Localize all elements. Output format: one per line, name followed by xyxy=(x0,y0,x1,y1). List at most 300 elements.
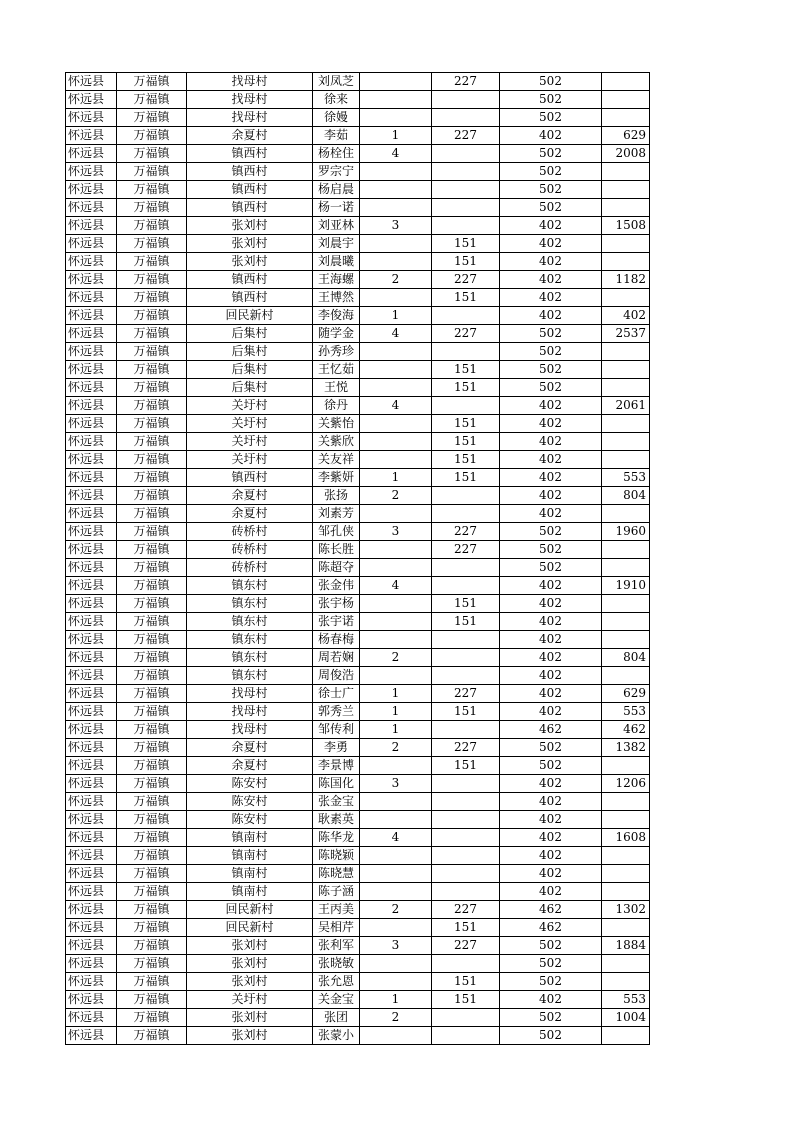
table-row xyxy=(66,145,650,163)
amount-cell xyxy=(432,955,500,973)
county-cell: 怀远县 xyxy=(66,757,117,775)
village-cell: 关圩村 xyxy=(187,451,313,469)
name-cell: 关紫欣 xyxy=(313,433,360,451)
base-cell: 402 xyxy=(500,811,602,829)
county-cell: 怀远县 xyxy=(66,253,117,271)
county-cell: 怀远县 xyxy=(66,397,117,415)
base-cell: 402 xyxy=(500,127,602,145)
base-cell: 402 xyxy=(500,451,602,469)
amount-cell xyxy=(432,1009,500,1027)
town-cell: 万福镇 xyxy=(117,451,187,469)
town-cell: 万福镇 xyxy=(117,307,187,325)
base-cell: 402 xyxy=(500,433,602,451)
count-cell: 4 xyxy=(360,325,432,343)
name-cell: 杨启晨 xyxy=(313,181,360,199)
base-cell: 402 xyxy=(500,829,602,847)
count-cell xyxy=(360,73,432,91)
amount-cell: 227 xyxy=(432,685,500,703)
count-cell xyxy=(360,865,432,883)
base-cell: 502 xyxy=(500,163,602,181)
village-cell: 镇南村 xyxy=(187,829,313,847)
table-row xyxy=(66,91,650,109)
total-cell: 1206 xyxy=(602,775,650,793)
village-cell: 回民新村 xyxy=(187,901,313,919)
town-cell: 万福镇 xyxy=(117,433,187,451)
total-cell: 1182 xyxy=(602,271,650,289)
name-cell: 关紫怡 xyxy=(313,415,360,433)
amount-cell: 227 xyxy=(432,73,500,91)
town-cell: 万福镇 xyxy=(117,883,187,901)
amount-cell xyxy=(432,217,500,235)
count-cell xyxy=(360,847,432,865)
village-cell: 余夏村 xyxy=(187,127,313,145)
town-cell: 万福镇 xyxy=(117,235,187,253)
name-cell: 王悦 xyxy=(313,379,360,397)
name-cell: 刘凤芝 xyxy=(313,73,360,91)
amount-cell: 151 xyxy=(432,415,500,433)
village-cell: 找母村 xyxy=(187,73,313,91)
village-cell: 镇西村 xyxy=(187,469,313,487)
total-cell: 1004 xyxy=(602,1009,650,1027)
total-cell xyxy=(602,379,650,397)
town-cell: 万福镇 xyxy=(117,199,187,217)
table-row xyxy=(66,433,650,451)
amount-cell: 151 xyxy=(432,919,500,937)
total-cell xyxy=(602,451,650,469)
county-cell: 怀远县 xyxy=(66,541,117,559)
total-cell xyxy=(602,955,650,973)
base-cell: 402 xyxy=(500,577,602,595)
village-cell: 回民新村 xyxy=(187,919,313,937)
village-cell: 后集村 xyxy=(187,325,313,343)
count-cell: 4 xyxy=(360,397,432,415)
village-cell: 张刘村 xyxy=(187,937,313,955)
base-cell: 502 xyxy=(500,739,602,757)
table-row xyxy=(66,757,650,775)
name-cell: 郭秀兰 xyxy=(313,703,360,721)
total-cell xyxy=(602,973,650,991)
base-cell: 502 xyxy=(500,325,602,343)
table-row xyxy=(66,901,650,919)
total-cell xyxy=(602,289,650,307)
base-cell: 462 xyxy=(500,721,602,739)
table-row xyxy=(66,847,650,865)
name-cell: 刘晨宇 xyxy=(313,235,360,253)
village-cell: 张刘村 xyxy=(187,1009,313,1027)
table-row xyxy=(66,559,650,577)
village-cell: 找母村 xyxy=(187,109,313,127)
name-cell: 王博然 xyxy=(313,289,360,307)
town-cell: 万福镇 xyxy=(117,541,187,559)
base-cell: 402 xyxy=(500,487,602,505)
count-cell xyxy=(360,595,432,613)
village-cell: 找母村 xyxy=(187,703,313,721)
count-cell: 2 xyxy=(360,271,432,289)
village-cell: 镇东村 xyxy=(187,667,313,685)
total-cell xyxy=(602,505,650,523)
table-row xyxy=(66,253,650,271)
base-cell: 502 xyxy=(500,109,602,127)
count-cell xyxy=(360,379,432,397)
village-cell: 镇西村 xyxy=(187,289,313,307)
town-cell: 万福镇 xyxy=(117,217,187,235)
total-cell xyxy=(602,793,650,811)
total-cell xyxy=(602,613,650,631)
amount-cell: 227 xyxy=(432,901,500,919)
amount-cell xyxy=(432,163,500,181)
count-cell xyxy=(360,163,432,181)
amount-cell xyxy=(432,397,500,415)
amount-cell: 151 xyxy=(432,595,500,613)
name-cell: 陈晓颖 xyxy=(313,847,360,865)
count-cell: 3 xyxy=(360,775,432,793)
count-cell xyxy=(360,181,432,199)
town-cell: 万福镇 xyxy=(117,253,187,271)
county-cell: 怀远县 xyxy=(66,523,117,541)
table-row xyxy=(66,163,650,181)
county-cell: 怀远县 xyxy=(66,109,117,127)
count-cell xyxy=(360,631,432,649)
amount-cell: 227 xyxy=(432,127,500,145)
county-cell: 怀远县 xyxy=(66,1009,117,1027)
table-row xyxy=(66,577,650,595)
base-cell: 402 xyxy=(500,793,602,811)
village-cell: 余夏村 xyxy=(187,739,313,757)
count-cell xyxy=(360,793,432,811)
amount-cell: 227 xyxy=(432,541,500,559)
county-cell: 怀远县 xyxy=(66,451,117,469)
name-cell: 关友祥 xyxy=(313,451,360,469)
name-cell: 杨栓住 xyxy=(313,145,360,163)
town-cell: 万福镇 xyxy=(117,415,187,433)
name-cell: 杨春梅 xyxy=(313,631,360,649)
amount-cell: 151 xyxy=(432,469,500,487)
village-cell: 镇东村 xyxy=(187,595,313,613)
village-cell: 镇南村 xyxy=(187,865,313,883)
county-cell: 怀远县 xyxy=(66,919,117,937)
base-cell: 502 xyxy=(500,523,602,541)
table-row xyxy=(66,829,650,847)
name-cell: 孙秀珍 xyxy=(313,343,360,361)
base-cell: 502 xyxy=(500,181,602,199)
total-cell: 2061 xyxy=(602,397,650,415)
table-row xyxy=(66,217,650,235)
amount-cell xyxy=(432,649,500,667)
base-cell: 462 xyxy=(500,919,602,937)
count-cell: 1 xyxy=(360,721,432,739)
count-cell xyxy=(360,883,432,901)
base-cell: 402 xyxy=(500,595,602,613)
county-cell: 怀远县 xyxy=(66,937,117,955)
name-cell: 李勇 xyxy=(313,739,360,757)
table-row xyxy=(66,325,650,343)
county-cell: 怀远县 xyxy=(66,217,117,235)
name-cell: 刘晨曦 xyxy=(313,253,360,271)
county-cell: 怀远县 xyxy=(66,991,117,1009)
amount-cell xyxy=(432,793,500,811)
count-cell: 1 xyxy=(360,127,432,145)
amount-cell xyxy=(432,865,500,883)
base-cell: 402 xyxy=(500,307,602,325)
county-cell: 怀远县 xyxy=(66,973,117,991)
table-row xyxy=(66,613,650,631)
name-cell: 张金宝 xyxy=(313,793,360,811)
name-cell: 张利军 xyxy=(313,937,360,955)
table-row xyxy=(66,937,650,955)
name-cell: 李景博 xyxy=(313,757,360,775)
town-cell: 万福镇 xyxy=(117,73,187,91)
county-cell: 怀远县 xyxy=(66,289,117,307)
total-cell: 629 xyxy=(602,127,650,145)
table-row xyxy=(66,991,650,1009)
amount-cell xyxy=(432,343,500,361)
table-row xyxy=(66,127,650,145)
town-cell: 万福镇 xyxy=(117,559,187,577)
county-cell: 怀远县 xyxy=(66,667,117,685)
base-cell: 502 xyxy=(500,361,602,379)
base-cell: 462 xyxy=(500,901,602,919)
county-cell: 怀远县 xyxy=(66,505,117,523)
county-cell: 怀远县 xyxy=(66,955,117,973)
town-cell: 万福镇 xyxy=(117,811,187,829)
town-cell: 万福镇 xyxy=(117,757,187,775)
village-cell: 陈安村 xyxy=(187,811,313,829)
amount-cell: 151 xyxy=(432,991,500,1009)
amount-cell: 227 xyxy=(432,739,500,757)
total-cell xyxy=(602,883,650,901)
town-cell: 万福镇 xyxy=(117,847,187,865)
village-cell: 镇东村 xyxy=(187,577,313,595)
town-cell: 万福镇 xyxy=(117,829,187,847)
town-cell: 万福镇 xyxy=(117,901,187,919)
table-row xyxy=(66,883,650,901)
village-cell: 关圩村 xyxy=(187,433,313,451)
count-cell xyxy=(360,505,432,523)
total-cell xyxy=(602,865,650,883)
town-cell: 万福镇 xyxy=(117,379,187,397)
name-cell: 周俊浩 xyxy=(313,667,360,685)
table-row xyxy=(66,631,650,649)
village-cell: 关圩村 xyxy=(187,397,313,415)
total-cell: 1910 xyxy=(602,577,650,595)
count-cell xyxy=(360,757,432,775)
base-cell: 402 xyxy=(500,847,602,865)
count-cell xyxy=(360,91,432,109)
amount-cell xyxy=(432,91,500,109)
village-cell: 镇西村 xyxy=(187,271,313,289)
town-cell: 万福镇 xyxy=(117,127,187,145)
table-row xyxy=(66,919,650,937)
base-cell: 502 xyxy=(500,73,602,91)
village-cell: 砖桥村 xyxy=(187,559,313,577)
table-row xyxy=(66,73,650,91)
table-row xyxy=(66,667,650,685)
village-cell: 张刘村 xyxy=(187,217,313,235)
town-cell: 万福镇 xyxy=(117,343,187,361)
town-cell: 万福镇 xyxy=(117,793,187,811)
table-row xyxy=(66,973,650,991)
town-cell: 万福镇 xyxy=(117,289,187,307)
village-cell: 关圩村 xyxy=(187,415,313,433)
name-cell: 张团 xyxy=(313,1009,360,1027)
table-row xyxy=(66,811,650,829)
village-cell: 回民新村 xyxy=(187,307,313,325)
village-cell: 余夏村 xyxy=(187,505,313,523)
name-cell: 陈国化 xyxy=(313,775,360,793)
total-cell: 553 xyxy=(602,469,650,487)
base-cell: 402 xyxy=(500,991,602,1009)
count-cell: 1 xyxy=(360,685,432,703)
county-cell: 怀远县 xyxy=(66,325,117,343)
total-cell: 402 xyxy=(602,307,650,325)
base-cell: 502 xyxy=(500,559,602,577)
county-cell: 怀远县 xyxy=(66,415,117,433)
total-cell: 462 xyxy=(602,721,650,739)
amount-cell: 227 xyxy=(432,325,500,343)
village-cell: 镇西村 xyxy=(187,199,313,217)
count-cell: 1 xyxy=(360,307,432,325)
amount-cell xyxy=(432,181,500,199)
town-cell: 万福镇 xyxy=(117,469,187,487)
count-cell: 4 xyxy=(360,829,432,847)
total-cell xyxy=(602,631,650,649)
total-cell: 553 xyxy=(602,991,650,1009)
village-cell: 镇南村 xyxy=(187,883,313,901)
total-cell xyxy=(602,847,650,865)
town-cell: 万福镇 xyxy=(117,109,187,127)
amount-cell xyxy=(432,775,500,793)
town-cell: 万福镇 xyxy=(117,361,187,379)
name-cell: 杨一诺 xyxy=(313,199,360,217)
town-cell: 万福镇 xyxy=(117,775,187,793)
town-cell: 万福镇 xyxy=(117,685,187,703)
count-cell xyxy=(360,415,432,433)
count-cell: 2 xyxy=(360,739,432,757)
count-cell xyxy=(360,343,432,361)
name-cell: 陈超夺 xyxy=(313,559,360,577)
amount-cell xyxy=(432,1027,500,1045)
table-row xyxy=(66,775,650,793)
town-cell: 万福镇 xyxy=(117,523,187,541)
amount-cell: 151 xyxy=(432,361,500,379)
table-body xyxy=(66,73,650,1045)
county-cell: 怀远县 xyxy=(66,883,117,901)
amount-cell xyxy=(432,721,500,739)
town-cell: 万福镇 xyxy=(117,163,187,181)
name-cell: 王丙美 xyxy=(313,901,360,919)
town-cell: 万福镇 xyxy=(117,649,187,667)
amount-cell xyxy=(432,109,500,127)
county-cell: 怀远县 xyxy=(66,865,117,883)
total-cell: 804 xyxy=(602,487,650,505)
amount-cell xyxy=(432,829,500,847)
amount-cell xyxy=(432,811,500,829)
town-cell: 万福镇 xyxy=(117,1009,187,1027)
town-cell: 万福镇 xyxy=(117,865,187,883)
table-row xyxy=(66,235,650,253)
name-cell: 徐来 xyxy=(313,91,360,109)
total-cell xyxy=(602,361,650,379)
name-cell: 随学金 xyxy=(313,325,360,343)
total-cell xyxy=(602,91,650,109)
name-cell: 张蒙小 xyxy=(313,1027,360,1045)
county-cell: 怀远县 xyxy=(66,163,117,181)
name-cell: 张扬 xyxy=(313,487,360,505)
village-cell: 后集村 xyxy=(187,343,313,361)
table-row xyxy=(66,397,650,415)
table-row xyxy=(66,289,650,307)
base-cell: 402 xyxy=(500,703,602,721)
total-cell xyxy=(602,559,650,577)
amount-cell: 151 xyxy=(432,973,500,991)
table-row xyxy=(66,955,650,973)
count-cell xyxy=(360,199,432,217)
village-cell: 张刘村 xyxy=(187,235,313,253)
table-row xyxy=(66,451,650,469)
name-cell: 刘素芳 xyxy=(313,505,360,523)
name-cell: 邹孔侠 xyxy=(313,523,360,541)
base-cell: 502 xyxy=(500,343,602,361)
amount-cell: 227 xyxy=(432,523,500,541)
name-cell: 李茹 xyxy=(313,127,360,145)
count-cell xyxy=(360,451,432,469)
base-cell: 402 xyxy=(500,397,602,415)
county-cell: 怀远县 xyxy=(66,127,117,145)
county-cell: 怀远县 xyxy=(66,487,117,505)
amount-cell xyxy=(432,559,500,577)
village-cell: 镇东村 xyxy=(187,613,313,631)
county-cell: 怀远县 xyxy=(66,649,117,667)
total-cell: 1608 xyxy=(602,829,650,847)
county-cell: 怀远县 xyxy=(66,811,117,829)
amount-cell: 151 xyxy=(432,235,500,253)
amount-cell: 151 xyxy=(432,451,500,469)
table-row xyxy=(66,181,650,199)
count-cell xyxy=(360,811,432,829)
town-cell: 万福镇 xyxy=(117,325,187,343)
name-cell: 周若娴 xyxy=(313,649,360,667)
total-cell xyxy=(602,811,650,829)
county-cell: 怀远县 xyxy=(66,775,117,793)
village-cell: 找母村 xyxy=(187,91,313,109)
village-cell: 陈安村 xyxy=(187,775,313,793)
name-cell: 张宇杨 xyxy=(313,595,360,613)
total-cell xyxy=(602,919,650,937)
town-cell: 万福镇 xyxy=(117,631,187,649)
name-cell: 徐嫚 xyxy=(313,109,360,127)
county-cell: 怀远县 xyxy=(66,703,117,721)
name-cell: 张宇诺 xyxy=(313,613,360,631)
count-cell xyxy=(360,1027,432,1045)
table-row xyxy=(66,379,650,397)
amount-cell xyxy=(432,505,500,523)
base-cell: 402 xyxy=(500,649,602,667)
table-row xyxy=(66,541,650,559)
name-cell: 关金宝 xyxy=(313,991,360,1009)
base-cell: 502 xyxy=(500,199,602,217)
table-row xyxy=(66,343,650,361)
county-cell: 怀远县 xyxy=(66,145,117,163)
count-cell: 1 xyxy=(360,469,432,487)
county-cell: 怀远县 xyxy=(66,181,117,199)
base-cell: 502 xyxy=(500,379,602,397)
town-cell: 万福镇 xyxy=(117,271,187,289)
data-table xyxy=(65,72,650,1045)
village-cell: 余夏村 xyxy=(187,487,313,505)
amount-cell: 151 xyxy=(432,613,500,631)
county-cell: 怀远县 xyxy=(66,901,117,919)
count-cell xyxy=(360,109,432,127)
